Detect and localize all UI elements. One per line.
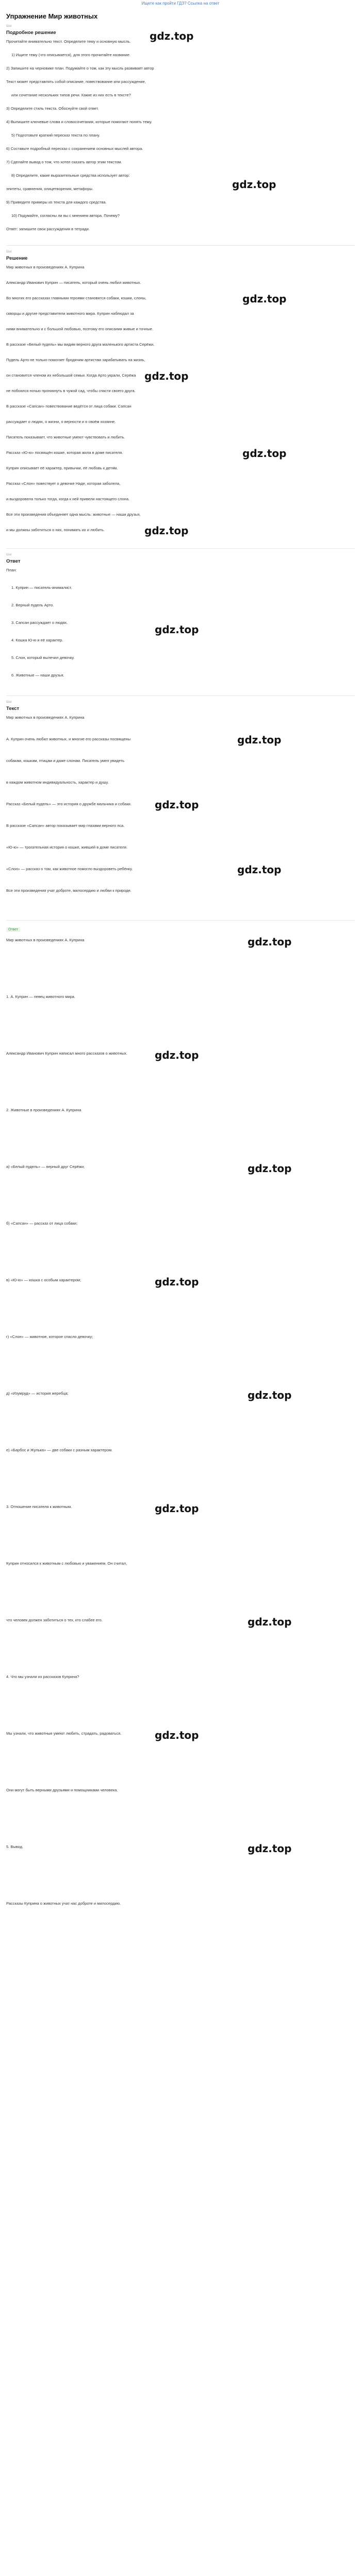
text-line: Мир животных в произведениях А. Куприна — [6, 265, 85, 269]
text-line: 2) Запишите на черновике план. Подумайте о том, как эту мысль развивает автор — [6, 66, 154, 71]
text-line: 1) Ищите тему (что описывается), для этого прочитайте название. — [11, 53, 130, 57]
divider — [6, 920, 355, 921]
text-line: скворцы и другие представители животного мира. Куприн наблюдал за — [6, 311, 134, 316]
text-line: Мы узнали, что животные умеют любить, страдать, радоваться. — [6, 1731, 122, 1736]
text-line: Все эти произведения учат доброте, милосердию и любви к природе. — [6, 888, 132, 893]
text-line: 3. Сапсан рассуждает о людях. — [11, 620, 68, 625]
text-line: а) «Белый пудель» — верный друг Серёжи; — [6, 1164, 85, 1169]
watermark: gdz.top — [144, 370, 189, 382]
watermark: gdz.top — [237, 734, 282, 746]
text-line: Рассказ «Слон» повествует о девочке Наде, которая заболела, — [6, 481, 121, 486]
watermark: gdz.top — [248, 936, 292, 948]
exercise-title: Упражнение Мир животных — [6, 12, 98, 20]
watermark: gdz.top — [237, 863, 282, 876]
text-line: А. Куприн очень любил животных, и многие его рассказы посвящены — [6, 737, 131, 741]
text-line: 4) Выпишите ключевые слова и словосочетания, которые помогают понять тему. — [6, 120, 152, 124]
watermark: gdz.top — [144, 524, 189, 537]
text-line: Писатель показывает, что животные умеют чувствовать и любить. — [6, 435, 125, 439]
step-label: Шаг — [6, 25, 12, 28]
text-line: Текст может представлять собой описание, повествование или рассуждение, — [6, 79, 146, 84]
watermark: gdz.top — [248, 1389, 292, 1401]
text-line: в) «Ю-ю» — кошка с особым характером; — [6, 1278, 81, 1282]
watermark: gdz.top — [232, 178, 276, 191]
text-line: Во многих его рассказах главными героями становятся собаки, кошки, слоны, — [6, 296, 146, 300]
watermark: gdz.top — [242, 447, 287, 460]
text-line: «Ю-ю» — трогательная история о кошке, жившей в доме писателя. — [6, 845, 128, 850]
text-line: е) «Барбос и Жулька» — две собаки с разным характером. — [6, 1448, 113, 1452]
text-line: Рассказ «Ю-ю» посвящён кошке, которая жила в доме писателя. — [6, 450, 123, 455]
text-line: 4. Кошка Ю-ю и её характер. — [11, 638, 63, 642]
text-line: эпитеты, сравнения, олицетворения, метафоры. — [6, 187, 93, 191]
text-line: Пудель Арто не только помогает бродячим артистам зарабатывать на жизнь, — [6, 358, 145, 362]
text-line: Александр Иванович Куприн — писатель, который очень любил животных. — [6, 280, 141, 285]
text-line: Куприн описывает её характер, привычки, её любовь к детям. — [6, 466, 118, 470]
text-line: он становится членом их небольшой семьи. Когда Арто украли, Серёжа — [6, 373, 136, 378]
watermark: gdz.top — [248, 1842, 292, 1855]
step-label: Шаг — [6, 250, 12, 253]
text-line: ними внимательно и с большой любовью, поэтому его описания живые и точные. — [6, 327, 153, 331]
watermark: gdz.top — [155, 623, 199, 636]
section-title: Ответ — [6, 558, 21, 564]
text-line: Мир животных в произведениях А. Куприна — [6, 715, 85, 720]
text-line: 5) Подготовьте краткий пересказ текста по плану. — [11, 133, 100, 138]
text-line: «Слон» — рассказ о том, как животное помогло выздороветь ребёнку. — [6, 867, 133, 871]
text-line: 3) Определите стиль текста. Обоснуйте свой ответ. — [6, 106, 99, 111]
text-line: Ответ: запишите свои рассуждения в тетради. — [6, 227, 90, 231]
text-line: или сочетание нескольких типов речи. Какие из них есть в тексте? — [11, 93, 131, 97]
text-line: 5. Слон, который вылечил девочку. — [11, 655, 75, 660]
watermark: gdz.top — [150, 30, 194, 42]
section-title: Текст — [6, 706, 20, 711]
answer-badge: Ответ — [6, 927, 20, 932]
watermark: gdz.top — [242, 293, 287, 305]
text-line: Рассказ «Белый пудель» — это история о дружбе мальчика и собаки. — [6, 802, 132, 806]
text-line: 8) Определите, какие выразительные средства использует автор: — [11, 173, 130, 178]
section-title: Подробное решение — [6, 30, 56, 36]
text-line: План: — [6, 568, 17, 572]
text-line: рассуждает о людях, о жизни, о верности и о своём хозяине. — [6, 419, 116, 424]
divider — [6, 245, 355, 246]
text-line: Все эти произведения объединяет одна мысль: животные — наши друзья, — [6, 512, 141, 517]
watermark: gdz.top — [248, 1616, 292, 1628]
text-line: 1. Куприн — писатель-анималист. — [11, 585, 72, 590]
watermark: gdz.top — [155, 1502, 199, 1515]
text-line: Прочитайте внимательно текст. Определите тему и основную мысль. — [6, 39, 131, 44]
text-line: не побоялся ночью проникнуть в чужой сад, чтобы спасти своего друга. — [6, 388, 136, 393]
text-line: г) «Слон» — животное, которое спасло девочку; — [6, 1334, 93, 1339]
text-line: собакам, кошкам, птицам и даже слонам. Писатель умел увидеть — [6, 758, 124, 763]
divider — [6, 548, 355, 549]
top-link[interactable]: Ищете как пройти ГДЗ? Ссылка на ответ — [141, 1, 220, 6]
watermark: gdz.top — [155, 799, 199, 811]
text-line: Куприн относился к животным с любовью и уважением. Он считал, — [6, 1561, 127, 1566]
text-line: Рассказы Куприна о животных учат нас доброте и милосердию. — [6, 1901, 121, 1906]
text-line: б) «Сапсан» — рассказ от лица собаки; — [6, 1221, 78, 1226]
step-label: Шаг — [6, 701, 12, 704]
text-line: 2. Животные в произведениях А. Куприна — [6, 1108, 81, 1112]
text-line: 6) Составьте подробный пересказ с сохранением основных мыслей автора. — [6, 146, 143, 151]
text-line: 1. А. Куприн — певец животного мира. — [6, 994, 76, 999]
text-line: 6. Животные — наши друзья. — [11, 673, 64, 677]
section-title: Решение — [6, 256, 28, 261]
text-line: и выздоровела только тогда, когда к ней привели настоящего слона. — [6, 497, 130, 501]
text-line: и мы должны заботиться о них, понимать их и любить. — [6, 528, 105, 532]
text-line: 10) Подумайте, согласны ли вы с мнением автора. Почему? — [11, 213, 120, 218]
watermark: gdz.top — [155, 1049, 199, 1061]
text-line: 3. Отношение писателя к животным. — [6, 1504, 72, 1509]
text-line: 4. Что мы узнали из рассказов Куприна? — [6, 1674, 79, 1679]
text-line: В рассказе «Сапсан» повествование ведётся от лица собаки. Сапсан — [6, 404, 132, 409]
watermark: gdz.top — [155, 1276, 199, 1288]
text-line: в каждом животном индивидуальность, характер и душу. — [6, 780, 109, 785]
text-line: 9) Приведите примеры из текста для каждого средства. — [6, 200, 107, 205]
watermark: gdz.top — [155, 1729, 199, 1741]
text-line: Александр Иванович Куприн написал много рассказов о животных. — [6, 1051, 127, 1056]
watermark: gdz.top — [248, 1162, 292, 1175]
text-line: В рассказе «Сапсан» автор показывает мир глазами верного пса. — [6, 823, 125, 828]
text-line: В рассказе «Белый пудель» мы видим верного друга маленького артиста Серёжи. — [6, 342, 155, 347]
text-line: д) «Изумруд» — история жеребца; — [6, 1391, 69, 1396]
text-line: 2. Верный пудель Арто. — [11, 603, 54, 607]
text-line: Они могут быть верными друзьями и помощниками человека. — [6, 1788, 118, 1792]
step-label: Шаг — [6, 553, 12, 556]
text-line: Мир животных в произведениях А. Куприна — [6, 938, 85, 942]
text-line: 5. Вывод. — [6, 1844, 24, 1849]
text-line: что человек должен заботиться о тех, кто слабее его. — [6, 1618, 103, 1622]
text-line: 7) Сделайте вывод о том, что хотел сказать автор этим текстом. — [6, 160, 122, 164]
